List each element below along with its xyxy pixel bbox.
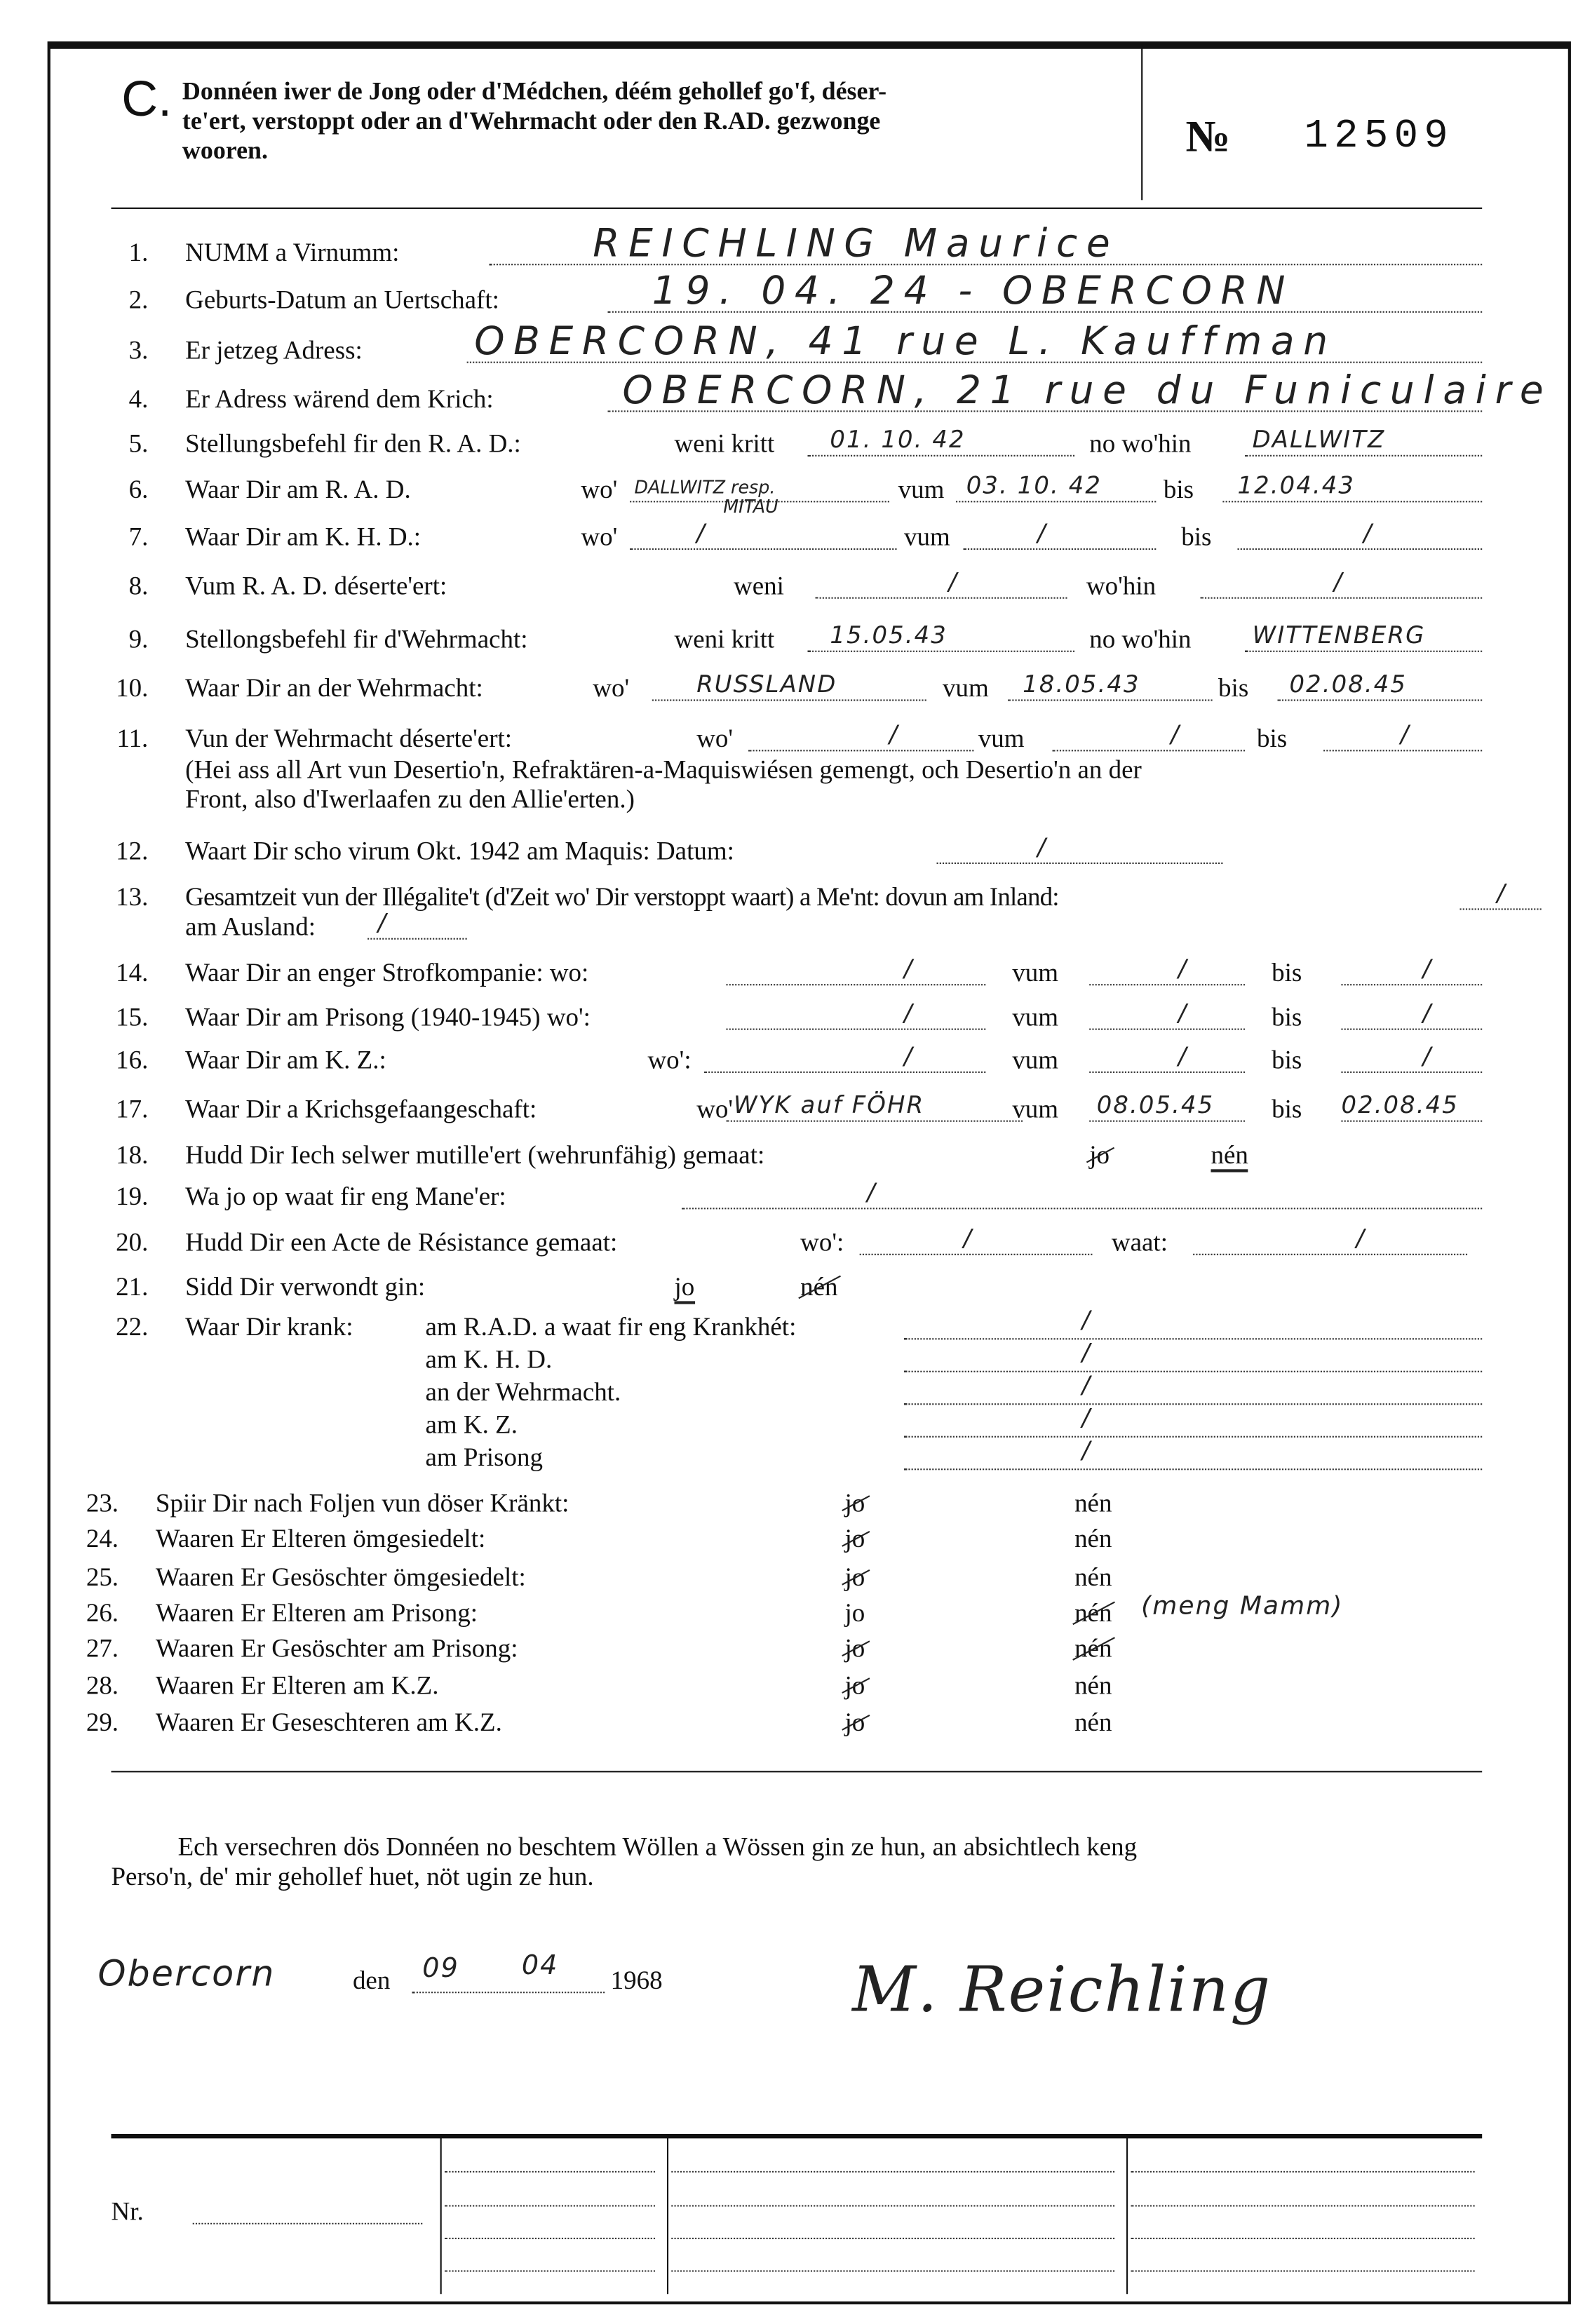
field-input[interactable] — [652, 699, 926, 701]
field-value: / — [963, 1224, 973, 1252]
choice-jo[interactable] — [845, 1670, 865, 1701]
choice-text: jo — [844, 1523, 865, 1553]
field-value: / — [1081, 1435, 1092, 1464]
field-label: no wo'hin — [1089, 623, 1192, 654]
row-number: 29. — [86, 1707, 119, 1737]
field-value: DALLWITZ resp. — [634, 477, 776, 499]
field-input[interactable] — [1341, 1121, 1482, 1122]
row-label: Waar Dir am K. H. D.: — [185, 521, 422, 552]
row-number: 5. — [128, 428, 149, 458]
row-number: 11. — [116, 723, 149, 753]
footer-field[interactable] — [1131, 2238, 1474, 2239]
field-input[interactable] — [1238, 548, 1483, 550]
row-label: Vum R. A. D. déserte'ert: — [185, 570, 447, 600]
field-label: bis — [1218, 673, 1249, 703]
choice-text: jo — [844, 1707, 865, 1737]
field-label: vum — [1012, 1093, 1059, 1123]
row-label: Waart Dir scho virum Okt. 1942 am Maquis: Datum: — [185, 835, 734, 866]
footer-col-divider — [440, 2134, 442, 2294]
signature: M. Reichling — [852, 1953, 1272, 2026]
field-label: vum — [942, 673, 989, 703]
field-value: / — [1081, 1403, 1092, 1432]
field-label: bis — [1272, 1093, 1302, 1123]
choice-text: jo — [1089, 1140, 1110, 1170]
field-input[interactable] — [1193, 1254, 1467, 1255]
field-value: / — [948, 567, 958, 596]
field-label: waat: — [1111, 1227, 1168, 1257]
field-value: / — [1497, 879, 1506, 907]
signing-day: 09 — [422, 1953, 459, 1985]
choice-text: jo — [844, 1633, 865, 1663]
choice-jo[interactable] — [845, 1707, 865, 1738]
sub-label: am Prisong — [425, 1442, 543, 1472]
field-value: / — [1081, 1305, 1092, 1334]
field-label: wo' — [581, 474, 618, 504]
footer-col-divider — [667, 2134, 668, 2294]
field-value: OBERCORN, 41 rue L. Kauffman — [474, 320, 1337, 365]
row-label: Er jetzeg Adress: — [185, 335, 363, 365]
row-label: Stellungsbefehl fir den R. A. D.: — [185, 428, 521, 458]
section-letter: C. — [121, 71, 173, 128]
footer-field[interactable] — [445, 2205, 655, 2206]
choice-text: nén — [1074, 1597, 1112, 1628]
field-label: vum — [1012, 957, 1059, 987]
field-input[interactable] — [904, 1468, 1482, 1470]
choice-nen[interactable] — [1074, 1707, 1112, 1738]
field-value: 18.05.43 — [1023, 670, 1140, 698]
field-value: RUSSLAND — [696, 670, 837, 698]
row-label: Sidd Dir verwondt gin: — [185, 1271, 426, 1302]
row-number: 15. — [116, 1001, 149, 1032]
declaration-line: Perso'n, de' mir gehollef huet, nöt ugin ze hun. — [111, 1861, 594, 1891]
row-number: 13. — [116, 881, 149, 912]
field-value: 12.04.43 — [1237, 471, 1355, 500]
field-label: bis — [1272, 957, 1302, 987]
row-label: Er Adress wärend dem Krich: — [185, 384, 494, 414]
field-label: wo' — [581, 521, 618, 552]
field-value: / — [1400, 720, 1410, 749]
field-input[interactable] — [704, 1072, 986, 1073]
field-value: 19. 04. 24 - OBERCORN — [652, 269, 1295, 314]
signing-month: 04 — [521, 1950, 559, 1982]
field-input[interactable] — [1222, 501, 1482, 502]
field-input[interactable] — [726, 984, 985, 985]
row-number: 3. — [128, 335, 149, 365]
field-value: / — [1333, 567, 1344, 596]
choice-text: jo — [675, 1271, 695, 1304]
field-value: / — [1422, 999, 1433, 1027]
row-label: Gesamtzeit vun der Illégalite't (d'Zeit wo' Dir verstoppt waart) a Me'nt: dovun am Inland: — [185, 881, 1059, 912]
field-label: vum — [978, 723, 1025, 753]
signing-place: Obercorn — [97, 1953, 276, 1995]
field-input[interactable] — [1245, 651, 1482, 652]
field-input[interactable] — [1089, 984, 1245, 985]
field-input[interactable] — [937, 863, 1223, 864]
row-label: NUMM a Virnumm: — [185, 237, 400, 267]
field-input[interactable] — [368, 938, 467, 940]
sub-label: am R.A.D. a waat fir eng Krankhét: — [425, 1311, 797, 1342]
choice-text: nén — [1074, 1523, 1112, 1553]
field-value: 02.08.45 — [1289, 670, 1407, 698]
choice-nen[interactable] — [1074, 1597, 1112, 1628]
field-label: vum — [904, 521, 950, 552]
field-input[interactable] — [1245, 455, 1482, 457]
field-label: weni — [734, 570, 784, 600]
row-number: 25. — [86, 1562, 119, 1592]
footer-field[interactable] — [1131, 2270, 1474, 2271]
field-label: wo' — [696, 1093, 734, 1123]
footer-field[interactable] — [445, 2238, 655, 2239]
field-input[interactable] — [1089, 1029, 1245, 1030]
handwritten-remark: (meng Mamm) — [1141, 1591, 1344, 1621]
row-label: Waaren Er Gesöschter ömgesiedelt: — [155, 1562, 526, 1592]
row-label: Waaren Er Elteren ömgesiedelt: — [155, 1523, 486, 1553]
row-label: Waar Dir am R. A. D. — [185, 474, 411, 504]
field-input[interactable] — [808, 651, 1074, 652]
field-value: DALLWITZ — [1252, 425, 1386, 454]
choice-nen[interactable] — [800, 1271, 837, 1302]
row-number: 7. — [128, 521, 149, 552]
field-input[interactable] — [904, 1436, 1482, 1438]
choice-text: nén — [1074, 1487, 1112, 1518]
field-value: / — [696, 518, 706, 547]
footer-col-divider — [1126, 2134, 1128, 2294]
field-input[interactable] — [904, 1338, 1482, 1339]
row-number: 2. — [128, 284, 149, 314]
row-label: Hudd Dir Iech selwer mutille'ert (wehrunfähig) gemaat: — [185, 1140, 765, 1170]
field-input[interactable] — [1089, 1072, 1245, 1073]
field-input[interactable] — [1341, 1029, 1482, 1030]
field-input[interactable] — [682, 1208, 1482, 1209]
header-title-line: Donnéen iwer de Jong oder d'Médchen, déém gehollef go'f, déser- — [182, 76, 887, 106]
field-label: wo' — [696, 723, 734, 753]
nr-label: Nr. — [111, 2196, 144, 2227]
footer-field[interactable] — [445, 2171, 655, 2173]
form-number: 12509 — [1304, 115, 1455, 161]
field-input[interactable] — [1089, 1121, 1245, 1122]
field-value: / — [904, 999, 914, 1027]
choice-text: nén — [800, 1271, 838, 1302]
row-label: Waar Dir am K. Z.: — [185, 1044, 386, 1075]
row-label: Waaren Er Geseschteren am K.Z. — [155, 1707, 502, 1737]
field-input[interactable] — [1278, 699, 1483, 701]
field-input[interactable] — [1460, 908, 1542, 910]
field-label: vum — [1012, 1001, 1059, 1032]
row-number: 9. — [128, 623, 149, 654]
row-number: 28. — [86, 1670, 119, 1700]
field-label: no wo'hin — [1089, 428, 1192, 458]
choice-nen[interactable] — [1211, 1140, 1248, 1170]
footer-table-top — [111, 2134, 1482, 2138]
field-value: / — [867, 1177, 877, 1207]
row-label: Waar Dir krank: — [185, 1311, 353, 1342]
field-label: am Ausland: — [185, 911, 316, 941]
row-number: 8. — [128, 570, 149, 600]
row-number: 26. — [86, 1597, 119, 1628]
field-input[interactable] — [748, 750, 973, 751]
choice-nen[interactable] — [1074, 1633, 1112, 1664]
row-label: Waaren Er Gesöschter am Prisong: — [155, 1633, 518, 1663]
field-input[interactable] — [808, 455, 1074, 457]
den-label: den — [352, 1965, 391, 1995]
field-value: / — [1037, 832, 1047, 861]
row-number: 22. — [116, 1311, 149, 1342]
choice-jo[interactable] — [845, 1488, 865, 1519]
field-label: wo': — [647, 1044, 692, 1075]
row-number: 24. — [86, 1523, 119, 1553]
choice-nen[interactable] — [1074, 1670, 1112, 1701]
row-number: 23. — [86, 1487, 119, 1518]
field-input[interactable] — [1052, 750, 1245, 751]
field-value: / — [1178, 999, 1188, 1027]
field-label: bis — [1272, 1044, 1302, 1075]
field-input[interactable] — [1341, 1072, 1482, 1073]
row-number: 20. — [116, 1227, 149, 1257]
field-label: vum — [898, 474, 945, 504]
field-input[interactable] — [860, 1254, 1093, 1255]
row-label: Waar Dir an der Wehrmacht: — [185, 673, 483, 703]
row-number: 10. — [116, 673, 149, 703]
field-input[interactable] — [630, 548, 896, 550]
field-label: wo'hin — [1086, 570, 1157, 600]
field-label: vum — [1012, 1044, 1059, 1075]
field-value: / — [377, 908, 388, 937]
row-number: 17. — [116, 1093, 149, 1123]
choice-jo[interactable] — [1089, 1140, 1110, 1170]
row-number: 16. — [116, 1044, 149, 1075]
row-label: Spiir Dir nach Foljen vun döser Kränkt: — [155, 1487, 569, 1518]
sub-label: am K. H. D. — [425, 1344, 553, 1374]
choice-jo[interactable] — [845, 1597, 865, 1628]
field-value: / — [1422, 954, 1433, 983]
field-label: weni kritt — [674, 623, 775, 654]
field-value: / — [1178, 1041, 1188, 1070]
row-number: 12. — [116, 835, 149, 866]
section-rule — [111, 1771, 1482, 1772]
choice-text: jo — [844, 1670, 865, 1700]
row-label: Geburts-Datum an Uertschaft: — [185, 284, 499, 314]
field-value: / — [904, 1041, 914, 1070]
field-value: / — [889, 720, 899, 749]
nr-field[interactable] — [193, 2223, 423, 2224]
row-label: Wa jo op waat fir eng Mane'er: — [185, 1181, 506, 1211]
choice-text: jo — [844, 1597, 865, 1628]
field-value: / — [1356, 1224, 1366, 1252]
row-number: 19. — [116, 1181, 149, 1211]
row-number: 14. — [116, 957, 149, 987]
field-value: 03. 10. 42 — [966, 471, 1102, 500]
header-rule — [111, 208, 1482, 209]
row-number: 4. — [128, 384, 149, 414]
field-value: 02.08.45 — [1341, 1090, 1459, 1119]
number-sign: № — [1185, 112, 1231, 162]
choice-jo[interactable] — [845, 1523, 865, 1554]
field-input[interactable] — [904, 1403, 1482, 1405]
header-title-line: wooren. — [182, 136, 268, 165]
header-title-line: te'ert, verstoppt oder an d'Wehrmacht oder den R.AD. gezwonge — [182, 107, 881, 135]
field-label: bis — [1163, 474, 1194, 504]
field-input[interactable] — [726, 1121, 1023, 1122]
field-value: / — [1081, 1370, 1092, 1399]
choice-text: nén — [1074, 1670, 1112, 1700]
choice-jo[interactable] — [845, 1562, 865, 1593]
footer-field[interactable] — [671, 2205, 1114, 2206]
choice-text: nén — [1211, 1140, 1248, 1172]
signing-year: 1968 — [610, 1965, 663, 1995]
row-label: Waaren Er Elteren am Prisong: — [155, 1597, 478, 1628]
field-input[interactable] — [1323, 750, 1482, 751]
field-value: / — [1178, 954, 1188, 983]
footer-field[interactable] — [1131, 2205, 1474, 2206]
choice-text: jo — [844, 1487, 865, 1518]
choice-text: jo — [844, 1562, 865, 1592]
footer-field[interactable] — [671, 2270, 1114, 2271]
header-divider — [1141, 44, 1142, 200]
declaration-line: Ech versechren dös Donnéen no beschtem Wöllen a Wössen gin ze hun, an absichtlech keng — [177, 1831, 1138, 1862]
field-input[interactable] — [1008, 699, 1213, 701]
choice-nen[interactable] — [1074, 1562, 1112, 1593]
row-label: Waar Dir a Krichsgefaangeschaft: — [185, 1093, 537, 1123]
row-label: Waar Dir an enger Strofkompanie: wo: — [185, 957, 589, 987]
choice-nen[interactable] — [1074, 1523, 1112, 1554]
field-value: WITTENBERG — [1252, 621, 1426, 649]
field-value-secondary: MITAU — [723, 496, 778, 518]
field-value: WYK auf FÖHR — [734, 1090, 925, 1119]
row-note: Front, also d'Iwerlaafen zu den Allie'erten.) — [185, 783, 635, 814]
row-number: 1. — [128, 237, 149, 267]
field-value: / — [1037, 518, 1047, 547]
row-label: Vun der Wehrmacht déserte'ert: — [185, 723, 513, 753]
footer-field[interactable] — [1131, 2171, 1474, 2173]
row-label: Waaren Er Elteren am K.Z. — [155, 1670, 439, 1700]
field-label: bis — [1256, 723, 1288, 753]
row-label: Waar Dir am Prisong (1940-1945) wo': — [185, 1001, 591, 1032]
sub-label: am K. Z. — [425, 1409, 518, 1439]
row-number: 21. — [116, 1271, 149, 1302]
row-label: Stellongsbefehl fir d'Wehrmacht: — [185, 623, 528, 654]
field-value: 15.05.43 — [830, 621, 948, 649]
field-input[interactable] — [956, 501, 1156, 502]
field-value: OBERCORN, 21 rue du Funiculaire — [622, 369, 1553, 414]
field-value: / — [1422, 1041, 1433, 1070]
row-number: 18. — [116, 1140, 149, 1170]
field-value: / — [1363, 518, 1373, 547]
choice-text: nén — [1074, 1562, 1112, 1592]
footer-field[interactable] — [671, 2238, 1114, 2239]
field-input[interactable] — [726, 1029, 985, 1030]
field-value: REICHLING Maurice — [593, 222, 1119, 267]
field-input[interactable] — [815, 597, 1067, 599]
choice-text: nén — [1074, 1633, 1112, 1663]
field-input[interactable] — [904, 1371, 1482, 1372]
field-value: / — [1171, 720, 1180, 749]
choice-jo[interactable] — [675, 1271, 695, 1302]
choice-jo[interactable] — [845, 1633, 865, 1664]
field-value: 08.05.45 — [1096, 1090, 1215, 1119]
row-label: Hudd Dir een Acte de Résistance gemaat: — [185, 1227, 618, 1257]
footer-field[interactable] — [671, 2171, 1114, 2173]
sub-label: an der Wehrmacht. — [425, 1377, 621, 1407]
field-value: 01. 10. 42 — [830, 425, 966, 454]
field-input[interactable] — [1341, 984, 1482, 985]
field-label: weni kritt — [674, 428, 775, 458]
field-value: / — [904, 954, 914, 983]
date-dots — [412, 1992, 605, 1993]
field-label: wo': — [800, 1227, 844, 1257]
footer-field[interactable] — [445, 2270, 655, 2271]
field-label: bis — [1272, 1001, 1302, 1032]
row-note: (Hei ass all Art vun Desertio'n, Refraktären-a-Maquiswiésen gemengt, och Desertio'n an der — [185, 754, 1142, 784]
field-label: bis — [1181, 521, 1212, 552]
field-input[interactable] — [964, 548, 1157, 550]
row-number: 6. — [128, 474, 149, 504]
field-input[interactable] — [1201, 597, 1483, 599]
choice-text: nén — [1074, 1707, 1112, 1737]
field-value: / — [1081, 1338, 1092, 1367]
choice-nen[interactable] — [1074, 1488, 1112, 1519]
field-label: wo' — [593, 673, 630, 703]
row-number: 27. — [86, 1633, 119, 1663]
